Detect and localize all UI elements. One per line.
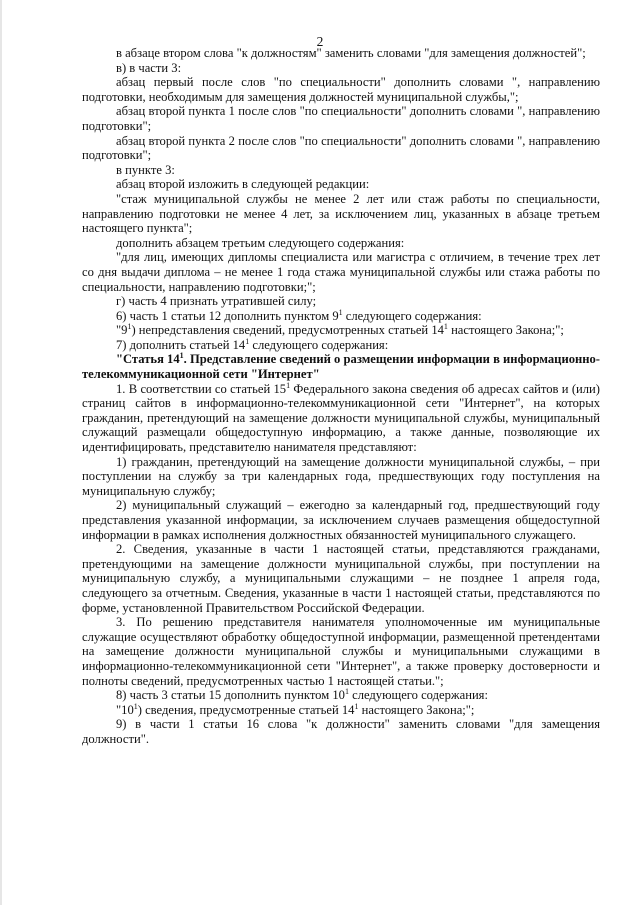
superscript: 1 xyxy=(344,686,349,696)
article-heading: "Статья $14^1$. Представление сведений о размещении информации в информационно-телекоммуникационной сети "Интернет" xyxy=(82,351,600,382)
paragraph: "для лиц, имеющих дипломы специалиста или магистра с отличием, в течение трех лет со дня выдачи диплома – не менее 1 года стажа муниципальной службы или стажа работы по специальности, направлению подготовки;"; xyxy=(82,250,600,294)
paragraph: "стаж муниципальной службы не менее 2 лет или стаж работы по специальности, направлению подготовки не менее 4 лет, за исключением лиц, указанных в абзаце третьем настоящего пункта"; xyxy=(82,191,600,236)
paragraph: в пункте 3: xyxy=(116,162,175,177)
page-number: 2 xyxy=(316,34,324,49)
superscript: 1 xyxy=(286,380,291,390)
paragraph: г) часть 4 признать утратившей силу; xyxy=(116,294,317,309)
superscript: 1 xyxy=(179,351,184,361)
paragraph: 2. Сведения, указанные в части 1 настоящей статьи, представляются гражданами, претендующими на замещение должности муниципальной службы, при поступлении на муниципальную службу, а муниципальными служащими – не позднее 1 апреля года, следующего за отчетным. Сведения, указанные в части 1 настоящей статьи, представляются по форме, установленной Правительством Российской Федерации. xyxy=(82,542,600,615)
paragraph: дополнить абзацем третьим следующего содержания: xyxy=(116,235,405,250)
paragraph: "$10^1$) сведения, предусмотренные статьей $14^1$ настоящего Закона;"; xyxy=(116,701,475,717)
paragraph: абзац второй пункта 1 после слов "по специальности" дополнить словами ", направлению подготовки"; xyxy=(82,104,600,133)
superscript: 1 xyxy=(245,336,250,346)
superscript: 1 xyxy=(443,322,448,332)
superscript: 1 xyxy=(354,701,359,711)
paragraph: "$9^1$) непредставления сведений, предусмотренных статьей $14^1$ настоящего Закона;"; xyxy=(116,322,564,338)
paragraph: 3. По решению представителя нанимателя уполномоченные им муниципальные служащие осуществляют обработку общедоступной информации, размещенной претендентами на замещение должности муниципальной службы и муниципальными служащими в информационно-телекоммуникационной сети "Интернет", а также проверку достоверности и полноты сведений, предусмотренных частью 1 настоящей статьи."; xyxy=(82,615,600,688)
document-body xyxy=(82,46,600,747)
paragraph: абзац второй пункта 2 после слов "по специальности" дополнить словами ", направлению подготовки"; xyxy=(82,133,600,163)
superscript: 1 xyxy=(338,307,343,317)
paragraph: 9) в части 1 статьи 16 слова "к должности" заменить словами "для замещения должности". xyxy=(82,717,600,746)
scan-edge xyxy=(0,0,2,905)
paragraph: 7) дополнить статьей $14^1$ следующего содержания: xyxy=(116,336,389,352)
superscript: 1 xyxy=(133,701,138,711)
paragraph: в) в части 3: xyxy=(116,60,182,75)
superscript: 1 xyxy=(127,322,132,332)
paragraph: абзац второй изложить в следующей редакции: xyxy=(116,177,370,192)
paragraph: 1. В соответствии со статьей $15^1$ Федерального закона сведения об адресах сайтов и (или) страниц сайтов в информационно-телекоммуникационной сети "Интернет", на которых гражданин, претендующий на замещение должности муниципальной службы, муниципальный служащий размещали общедоступную информацию, а также данные, позволяющие их идентифицировать, представителю нанимателя представляют: xyxy=(82,380,600,455)
paragraph: 6) часть 1 статьи 12 дополнить пунктом $9^1$ следующего содержания: xyxy=(116,307,482,323)
paragraph: абзац первый после слов "по специальности" дополнить словами ", направлению подготовки, необходимым для замещения должностей муниципальной службы,"; xyxy=(82,75,600,104)
paragraph: 1) гражданин, претендующий на замещение должности муниципальной службы, – при поступлении на службу за три календарных года, предшествующих году поступления на муниципальную службу; xyxy=(82,454,600,498)
paragraph: 8) часть 3 статьи 15 дополнить пунктом $10^1$ следующего содержания: xyxy=(116,686,488,703)
paragraph: в абзаце втором слова "к должностям" заменить словами "для замещения должностей"; xyxy=(116,46,586,60)
paragraph: 2) муниципальный служащий – ежегодно за календарный год, предшествующий году представления указанной информации, за исключением случаев размещения общедоступной информации в рамках исполнения должностных обязанностей муниципального служащего. xyxy=(82,498,600,542)
